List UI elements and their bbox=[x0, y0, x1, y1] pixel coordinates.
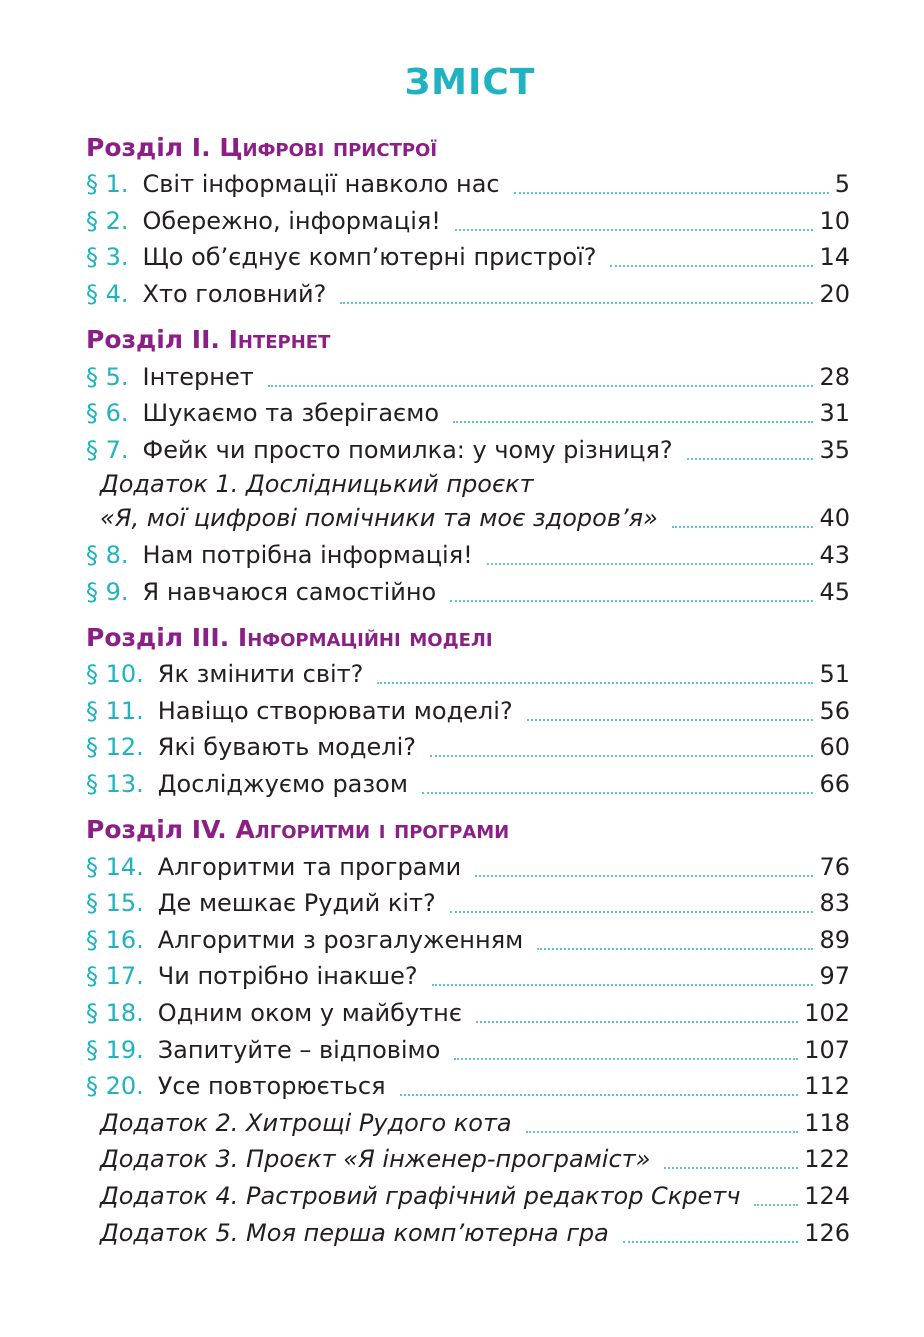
entry-label: Додаток 3. Проєкт «Я інженер-програміст» bbox=[100, 1145, 651, 1174]
leader-dots bbox=[430, 755, 813, 757]
leader-dots bbox=[453, 421, 813, 423]
toc-entry[interactable] bbox=[86, 166, 850, 203]
entry-page: 35 bbox=[819, 435, 850, 464]
entry-page: 118 bbox=[804, 1108, 850, 1137]
entry-number: § 18. bbox=[86, 998, 144, 1027]
section-heading-3 bbox=[86, 620, 850, 656]
leader-dots bbox=[268, 385, 814, 387]
toc-entry[interactable] bbox=[86, 432, 850, 469]
section-heading-2 bbox=[86, 322, 850, 358]
toc-entry[interactable] bbox=[86, 729, 850, 766]
entry-label: Чи потрібно інакше? bbox=[157, 962, 418, 991]
entry-number: § 17. bbox=[86, 962, 144, 991]
leader-dots bbox=[450, 911, 814, 913]
toc-entry[interactable] bbox=[86, 693, 850, 730]
entry-number: § 6. bbox=[86, 399, 129, 428]
entry-label: Досліджуємо разом bbox=[157, 770, 408, 799]
leader-dots bbox=[476, 1021, 798, 1023]
leader-dots bbox=[432, 984, 814, 986]
section-name: Алгоритми і програми bbox=[235, 815, 510, 845]
page-title: ЗМІСТ bbox=[404, 62, 536, 103]
toc-entry[interactable] bbox=[86, 239, 850, 276]
toc-entry[interactable] bbox=[86, 276, 850, 313]
toc-entry[interactable] bbox=[86, 1068, 850, 1105]
toc-entry[interactable] bbox=[86, 203, 850, 240]
entry-label: Світ інформації навколо нас bbox=[142, 170, 500, 199]
entry-label: Запитуйте – відповімо bbox=[157, 1035, 441, 1064]
entry-page: 102 bbox=[804, 998, 850, 1027]
entry-number: § 16. bbox=[86, 925, 144, 954]
entry-number: § 12. bbox=[86, 733, 144, 762]
entry-page: 83 bbox=[819, 889, 850, 918]
appendix-entry[interactable] bbox=[86, 1214, 850, 1251]
toc-entry[interactable] bbox=[86, 395, 850, 432]
appendix-entry[interactable] bbox=[86, 1104, 850, 1141]
entry-label: Додаток 5. Моя перша комп’ютерна гра bbox=[100, 1218, 609, 1247]
entry-label: Обережно, інформація! bbox=[142, 206, 441, 235]
toc-entry[interactable] bbox=[86, 848, 850, 885]
entry-page: 5 bbox=[834, 170, 850, 199]
leader-dots bbox=[514, 192, 829, 194]
entry-number: § 3. bbox=[86, 243, 129, 272]
leader-dots bbox=[450, 600, 813, 602]
leader-dots bbox=[526, 1131, 799, 1133]
leader-dots bbox=[455, 229, 814, 231]
entry-label: Нам потрібна інформація! bbox=[142, 541, 473, 570]
leader-dots bbox=[623, 1241, 798, 1243]
leader-dots bbox=[422, 792, 814, 794]
entry-label: Додаток 4. Растровий графічний редактор Скретч bbox=[100, 1181, 741, 1210]
entry-page: 126 bbox=[804, 1218, 850, 1247]
entry-number: § 20. bbox=[86, 1072, 144, 1101]
entry-number: § 2. bbox=[86, 206, 129, 235]
entry-label: Шукаємо та зберігаємо bbox=[142, 399, 440, 428]
toc-entry[interactable] bbox=[86, 885, 850, 922]
toc-entry[interactable] bbox=[86, 922, 850, 959]
entry-label: «Я, мої цифрові помічники та моє здоров’я» bbox=[100, 504, 658, 533]
section-name: Цифрові пристрої bbox=[219, 133, 438, 162]
entry-page: 20 bbox=[819, 280, 850, 309]
entry-number: § 11. bbox=[86, 696, 144, 725]
entry-number: § 7. bbox=[86, 435, 129, 464]
toc-entry[interactable] bbox=[86, 537, 850, 574]
entry-page: 43 bbox=[819, 541, 850, 570]
entry-page: 66 bbox=[819, 770, 850, 799]
leader-dots bbox=[537, 948, 813, 950]
entry-page: 76 bbox=[819, 852, 850, 881]
leader-dots bbox=[454, 1058, 798, 1060]
entry-page: 122 bbox=[804, 1145, 850, 1174]
entry-page: 112 bbox=[804, 1072, 850, 1101]
appendix-entry[interactable] bbox=[86, 500, 850, 537]
entry-label: Які бувають моделі? bbox=[157, 733, 416, 762]
toc-entry[interactable] bbox=[86, 656, 850, 693]
appendix-entry[interactable] bbox=[86, 1178, 850, 1215]
entry-page: 97 bbox=[819, 962, 850, 991]
entry-page: 56 bbox=[819, 696, 850, 725]
entry-number: § 4. bbox=[86, 280, 129, 309]
entry-number: § 8. bbox=[86, 541, 129, 570]
section-prefix: Розділ IV. bbox=[86, 815, 236, 845]
leader-dots bbox=[754, 1204, 798, 1206]
entry-page: 40 bbox=[819, 504, 850, 533]
appendix-entry-line1[interactable] bbox=[86, 468, 850, 500]
leader-dots bbox=[527, 719, 814, 721]
section-heading-4 bbox=[86, 812, 850, 848]
entry-page: 60 bbox=[819, 733, 850, 762]
entry-number: § 9. bbox=[86, 577, 129, 606]
toc-entry[interactable] bbox=[86, 766, 850, 803]
entry-page: 107 bbox=[804, 1035, 850, 1064]
entry-label: Я навчаюся самостійно bbox=[142, 577, 437, 606]
entry-page: 45 bbox=[819, 577, 850, 606]
leader-dots bbox=[377, 682, 813, 684]
leader-dots bbox=[487, 563, 814, 565]
leader-dots bbox=[340, 302, 813, 304]
entry-page: 31 bbox=[819, 399, 850, 428]
entry-number: § 10. bbox=[86, 660, 144, 689]
entry-page: 51 bbox=[819, 660, 850, 689]
section-heading-1 bbox=[86, 130, 850, 166]
entry-number: § 13. bbox=[86, 770, 144, 799]
entry-number: § 14. bbox=[86, 852, 144, 881]
entry-number: § 15. bbox=[86, 889, 144, 918]
entry-number: § 5. bbox=[86, 362, 129, 391]
entry-label: Одним оком у майбутнє bbox=[157, 998, 462, 1027]
toc-entry[interactable] bbox=[86, 958, 850, 995]
entry-label: Хто головний? bbox=[142, 280, 327, 309]
toc-entry[interactable] bbox=[86, 1031, 850, 1068]
entry-page: 10 bbox=[819, 206, 850, 235]
entry-label: Навіщо створювати моделі? bbox=[157, 696, 513, 725]
entry-label: Алгоритми з розгалуженням bbox=[157, 925, 524, 954]
section-prefix: Розділ III. bbox=[86, 622, 238, 652]
entry-label: Інтернет bbox=[142, 362, 254, 391]
entry-label: Де мешкає Рудий кіт? bbox=[157, 889, 436, 918]
toc-entry[interactable] bbox=[86, 573, 850, 610]
leader-dots bbox=[664, 1167, 798, 1169]
leader-dots bbox=[687, 458, 814, 460]
entry-label: Як змінити світ? bbox=[157, 660, 364, 689]
entry-page: 124 bbox=[804, 1181, 850, 1210]
entry-label: Що об’єднує комп’ютерні пристрої? bbox=[142, 243, 597, 272]
section-name: Інформаційні моделі bbox=[237, 622, 493, 652]
appendix-entry[interactable] bbox=[86, 1141, 850, 1178]
entry-label: Фейк чи просто помилка: у чому різниця? bbox=[142, 435, 673, 464]
entry-label: Додаток 1. Дослідницький проєкт bbox=[100, 470, 534, 499]
toc-entry[interactable] bbox=[86, 995, 850, 1032]
entry-number: § 19. bbox=[86, 1035, 144, 1064]
entry-label: Додаток 2. Хитрощі Рудого кота bbox=[100, 1108, 512, 1137]
leader-dots bbox=[610, 265, 813, 267]
entry-page: 89 bbox=[819, 925, 850, 954]
toc-entry[interactable] bbox=[86, 358, 850, 395]
leader-dots bbox=[672, 526, 814, 528]
section-prefix: Розділ II. bbox=[86, 325, 229, 355]
leader-dots bbox=[400, 1094, 799, 1096]
entry-label: Алгоритми та програми bbox=[157, 852, 462, 881]
section-name: Інтернет bbox=[228, 325, 331, 355]
entry-page: 28 bbox=[819, 362, 850, 391]
leader-dots bbox=[475, 875, 813, 877]
section-prefix: Розділ I. bbox=[86, 133, 220, 162]
table-of-contents bbox=[86, 130, 850, 1251]
entry-label: Усе повторюється bbox=[157, 1072, 386, 1101]
entry-page: 14 bbox=[819, 243, 850, 272]
entry-number: § 1. bbox=[86, 170, 129, 199]
